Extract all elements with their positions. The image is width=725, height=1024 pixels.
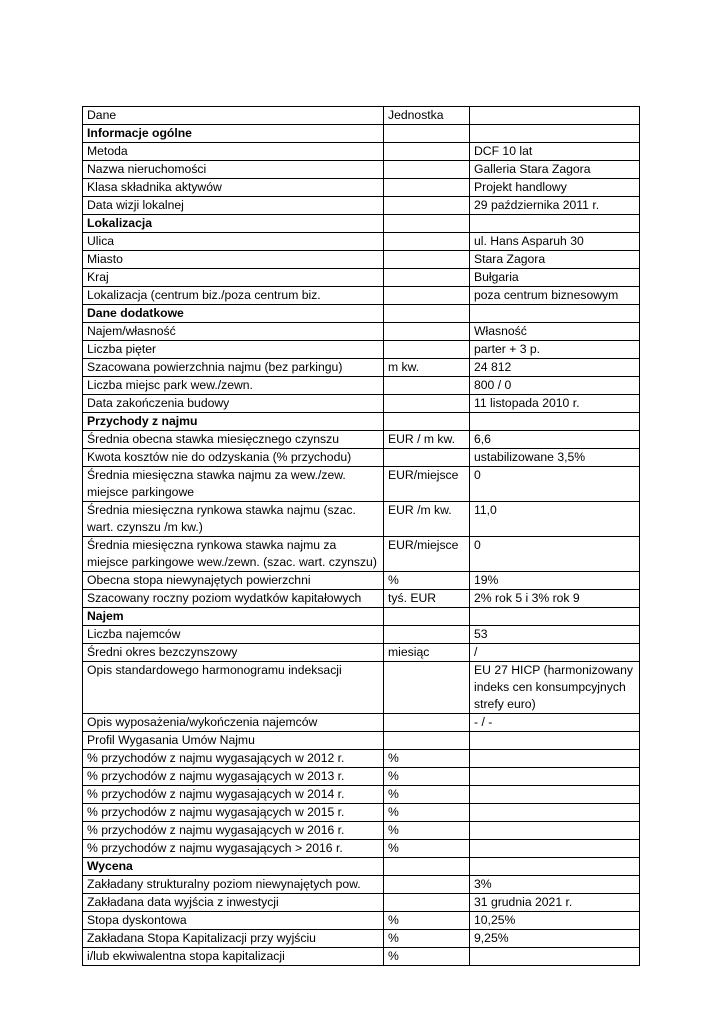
- section-header-row: [83, 858, 640, 876]
- section-title: Przychody z najmu: [83, 413, 384, 431]
- row-unit: m kw.: [384, 359, 470, 377]
- row-value: ul. Hans Asparuh 30: [470, 233, 640, 251]
- section-value-cell: [470, 305, 640, 323]
- row-value: [470, 840, 640, 858]
- row-label: Średnia miesięczna rynkowa stawka najmu za miejsce parkingowe wew./zewn. (szac. wart. czynszu): [83, 537, 384, 572]
- row-unit: [384, 894, 470, 912]
- row-label: % przychodów z najmu wygasających w 2012 r.: [83, 750, 384, 768]
- row-value: Galleria Stara Zagora: [470, 161, 640, 179]
- row-label: Miasto: [83, 251, 384, 269]
- row-label: Kwota kosztów nie do odzyskania (% przychodu): [83, 449, 384, 467]
- row-value: [470, 804, 640, 822]
- table-row: [83, 930, 640, 948]
- row-unit: [384, 395, 470, 413]
- row-label: % przychodów z najmu wygasających w 2014 r.: [83, 786, 384, 804]
- section-unit-cell: [384, 608, 470, 626]
- row-value: Stara Zagora: [470, 251, 640, 269]
- table-row: [83, 323, 640, 341]
- table-row: [83, 840, 640, 858]
- table-row: [83, 750, 640, 768]
- row-unit: %: [384, 930, 470, 948]
- table-row: [83, 876, 640, 894]
- section-title: Dane dodatkowe: [83, 305, 384, 323]
- table-row: [83, 822, 640, 840]
- row-label: Średni okres bezczynszowy: [83, 644, 384, 662]
- row-value: 9,25%: [470, 930, 640, 948]
- header-dane: Dane: [83, 107, 384, 125]
- row-unit: tyś. EUR: [384, 590, 470, 608]
- table-row: [83, 537, 640, 572]
- table-row: [83, 804, 640, 822]
- section-header-row: [83, 608, 640, 626]
- row-label: Lokalizacja (centrum biz./poza centrum biz.: [83, 287, 384, 305]
- section-value-cell: [470, 125, 640, 143]
- row-unit: %: [384, 948, 470, 966]
- row-label: Zakładana data wyjścia z inwestycji: [83, 894, 384, 912]
- row-unit: [384, 251, 470, 269]
- section-header-row: [83, 125, 640, 143]
- row-unit: [384, 287, 470, 305]
- table-row: [83, 341, 640, 359]
- row-value: 29 października 2011 r.: [470, 197, 640, 215]
- row-unit: EUR/miejsce: [384, 537, 470, 572]
- row-label: Profil Wygasania Umów Najmu: [83, 732, 384, 750]
- row-unit: EUR/miejsce: [384, 467, 470, 502]
- row-label: Zakładany strukturalny poziom niewynajętych pow.: [83, 876, 384, 894]
- row-value: 800 / 0: [470, 377, 640, 395]
- row-value: [470, 750, 640, 768]
- row-label: Liczba najemców: [83, 626, 384, 644]
- row-label: Ulica: [83, 233, 384, 251]
- row-label: Liczba pięter: [83, 341, 384, 359]
- row-value: 19%: [470, 572, 640, 590]
- row-unit: %: [384, 768, 470, 786]
- section-header-row: [83, 215, 640, 233]
- row-unit: %: [384, 840, 470, 858]
- header-jednostka: Jednostka: [384, 107, 470, 125]
- section-unit-cell: [384, 413, 470, 431]
- header-row: [83, 107, 640, 125]
- row-unit: %: [384, 572, 470, 590]
- row-label: Stopa dyskontowa: [83, 912, 384, 930]
- row-value: [470, 822, 640, 840]
- row-value: /: [470, 644, 640, 662]
- table-row: [83, 233, 640, 251]
- row-label: % przychodów z najmu wygasających w 2016 r.: [83, 822, 384, 840]
- row-value: 2% rok 5 i 3% rok 9: [470, 590, 640, 608]
- table-row: [83, 287, 640, 305]
- row-value: [470, 732, 640, 750]
- row-unit: [384, 662, 470, 714]
- row-label: Najem/własność: [83, 323, 384, 341]
- table-row: [83, 197, 640, 215]
- row-value: ustabilizowane 3,5%: [470, 449, 640, 467]
- row-value: 0: [470, 537, 640, 572]
- table-row: [83, 894, 640, 912]
- row-label: i/lub ekwiwalentna stopa kapitalizacji: [83, 948, 384, 966]
- row-label: % przychodów z najmu wygasających w 2013 r.: [83, 768, 384, 786]
- row-label: Szacowana powierzchnia najmu (bez parkingu): [83, 359, 384, 377]
- row-value: - / -: [470, 714, 640, 732]
- table-body: [83, 107, 640, 966]
- row-value: Własność: [470, 323, 640, 341]
- row-unit: [384, 876, 470, 894]
- table-row: [83, 502, 640, 537]
- table-row: [83, 626, 640, 644]
- row-unit: [384, 714, 470, 732]
- section-unit-cell: [384, 305, 470, 323]
- table-row: [83, 662, 640, 714]
- row-unit: [384, 179, 470, 197]
- valuation-data-table: [82, 106, 640, 966]
- row-value: [470, 786, 640, 804]
- row-label: Opis wyposażenia/wykończenia najemców: [83, 714, 384, 732]
- table-row: [83, 644, 640, 662]
- row-label: % przychodów z najmu wygasających w 2015 r.: [83, 804, 384, 822]
- row-value: parter + 3 p.: [470, 341, 640, 359]
- table-row: [83, 377, 640, 395]
- row-label: Opis standardowego harmonogramu indeksacji: [83, 662, 384, 714]
- table-row: [83, 179, 640, 197]
- row-unit: EUR /m kw.: [384, 502, 470, 537]
- row-unit: [384, 732, 470, 750]
- table-row: [83, 251, 640, 269]
- row-value: 10,25%: [470, 912, 640, 930]
- table-row: [83, 912, 640, 930]
- table-row: [83, 714, 640, 732]
- row-unit: %: [384, 912, 470, 930]
- row-value: 53: [470, 626, 640, 644]
- row-value: 3%: [470, 876, 640, 894]
- row-label: Data wizji lokalnej: [83, 197, 384, 215]
- row-unit: [384, 233, 470, 251]
- table-row: [83, 467, 640, 502]
- row-label: Kraj: [83, 269, 384, 287]
- row-value: 11,0: [470, 502, 640, 537]
- table-row: [83, 786, 640, 804]
- row-label: Nazwa nieruchomości: [83, 161, 384, 179]
- table-row: [83, 161, 640, 179]
- row-unit: %: [384, 786, 470, 804]
- row-label: Metoda: [83, 143, 384, 161]
- table-row: [83, 395, 640, 413]
- row-label: Data zakończenia budowy: [83, 395, 384, 413]
- row-value: [470, 768, 640, 786]
- row-value: 24 812: [470, 359, 640, 377]
- row-unit: %: [384, 750, 470, 768]
- row-value: 6,6: [470, 431, 640, 449]
- row-value: DCF 10 lat: [470, 143, 640, 161]
- section-unit-cell: [384, 858, 470, 876]
- section-title: Lokalizacja: [83, 215, 384, 233]
- section-header-row: [83, 305, 640, 323]
- row-value: 11 listopada 2010 r.: [470, 395, 640, 413]
- table-row: [83, 449, 640, 467]
- header-wartosc: [470, 107, 640, 125]
- row-label: Liczba miejsc park wew./zewn.: [83, 377, 384, 395]
- row-unit: [384, 341, 470, 359]
- row-label: Zakładana Stopa Kapitalizacji przy wyjściu: [83, 930, 384, 948]
- section-unit-cell: [384, 125, 470, 143]
- table-row: [83, 269, 640, 287]
- section-title: Wycena: [83, 858, 384, 876]
- table-row: [83, 143, 640, 161]
- section-value-cell: [470, 215, 640, 233]
- section-header-row: [83, 413, 640, 431]
- row-value: EU 27 HICP (harmonizowany indeks cen konsumpcyjnych strefy euro): [470, 662, 640, 714]
- table-row: [83, 572, 640, 590]
- row-label: Szacowany roczny poziom wydatków kapitałowych: [83, 590, 384, 608]
- row-value: 0: [470, 467, 640, 502]
- row-unit: [384, 143, 470, 161]
- section-title: Informacje ogólne: [83, 125, 384, 143]
- row-label: Średnia obecna stawka miesięcznego czynszu: [83, 431, 384, 449]
- table-row: [83, 590, 640, 608]
- row-label: Klasa składnika aktywów: [83, 179, 384, 197]
- row-unit: [384, 377, 470, 395]
- row-unit: [384, 323, 470, 341]
- table-row: [83, 948, 640, 966]
- section-unit-cell: [384, 215, 470, 233]
- section-value-cell: [470, 858, 640, 876]
- section-title: Najem: [83, 608, 384, 626]
- row-unit: %: [384, 822, 470, 840]
- row-value: [470, 948, 640, 966]
- section-value-cell: [470, 608, 640, 626]
- row-value: Bułgaria: [470, 269, 640, 287]
- row-unit: [384, 626, 470, 644]
- table-row: [83, 732, 640, 750]
- row-value: 31 grudnia 2021 r.: [470, 894, 640, 912]
- row-unit: [384, 449, 470, 467]
- row-label: Średnia miesięczna rynkowa stawka najmu (szac. wart. czynszu /m kw.): [83, 502, 384, 537]
- row-label: Średnia miesięczna stawka najmu za wew./zew. miejsce parkingowe: [83, 467, 384, 502]
- table-row: [83, 768, 640, 786]
- row-unit: %: [384, 804, 470, 822]
- row-label: % przychodów z najmu wygasających > 2016 r.: [83, 840, 384, 858]
- row-unit: EUR / m kw.: [384, 431, 470, 449]
- table-row: [83, 431, 640, 449]
- section-value-cell: [470, 413, 640, 431]
- table-row: [83, 359, 640, 377]
- row-unit: miesiąc: [384, 644, 470, 662]
- row-value: Projekt handlowy: [470, 179, 640, 197]
- row-unit: [384, 269, 470, 287]
- row-value: poza centrum biznesowym: [470, 287, 640, 305]
- row-unit: [384, 161, 470, 179]
- row-label: Obecna stopa niewynajętych powierzchni: [83, 572, 384, 590]
- row-unit: [384, 197, 470, 215]
